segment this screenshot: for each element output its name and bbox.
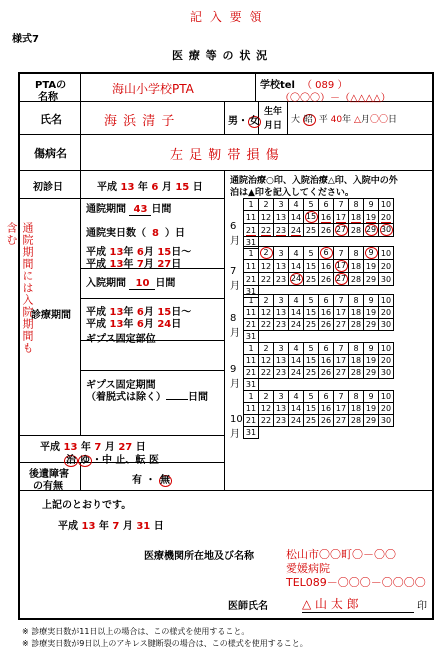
calendar-day: 17: [334, 403, 349, 415]
calendar-day: 19: [364, 355, 379, 367]
calendar-day: 12: [259, 355, 274, 367]
month-8: 8 月: [230, 313, 240, 339]
calendar-day: 27: [334, 319, 349, 331]
calendar-day: 25: [304, 367, 319, 379]
calendar-day: 11: [244, 260, 259, 273]
calendar-day: 5: [304, 295, 319, 307]
calendar-day: 9: [364, 391, 379, 403]
calendar-month-7: [243, 246, 394, 298]
calendar-month-8: [243, 294, 394, 343]
calendar-day: 9: [364, 247, 379, 260]
inpatient-to: 平成 13年 6月 24日: [86, 319, 182, 330]
calendar-day: 4: [289, 295, 304, 307]
calendar-day: 20: [379, 211, 394, 224]
birth-date: 大 昭 平 40年 △月〇〇日: [291, 115, 397, 125]
calendar-day: [364, 427, 379, 439]
calendar-day: 21: [244, 319, 259, 331]
calendar-day: 18: [349, 211, 364, 224]
calendar-day: 24: [289, 319, 304, 331]
first-visit-date: 平成 13 年 6 月 15 日: [97, 182, 203, 193]
form-title: 医 療 等 の 状 況: [172, 49, 269, 62]
calendar-day: 28: [349, 273, 364, 286]
calendar-day: 29: [364, 367, 379, 379]
note-1: ※ 診療実日数が11日以上の場合は、この様式を使用すること。: [22, 627, 250, 636]
calendar-day: 8: [349, 295, 364, 307]
calendar-day: 23: [274, 224, 289, 237]
calendar-day: 28: [349, 415, 364, 427]
hospital-address: 松山市〇〇町〇－〇〇: [286, 548, 396, 561]
calendar-day: 18: [349, 307, 364, 319]
calendar-day: 11: [244, 211, 259, 224]
calendar-day: 6: [319, 391, 334, 403]
calendar-day: 29: [364, 415, 379, 427]
calendar-day: 7: [334, 199, 349, 211]
calendar-day: [379, 427, 394, 439]
pta-label: PTAの: [35, 80, 67, 91]
calendar-day: [334, 427, 349, 439]
calendar-day: 21: [244, 273, 259, 286]
calendar-day: 9: [364, 295, 379, 307]
calendar-day: 21: [244, 224, 259, 237]
calendar-day: 12: [259, 260, 274, 273]
calendar-day: 17: [334, 260, 349, 273]
calendar-day: 20: [379, 260, 394, 273]
inpatient-from: 平成 13年 6月 15日～: [86, 307, 192, 318]
calendar-day: [304, 427, 319, 439]
calendar-day: 12: [259, 403, 274, 415]
calendar-day: 26: [319, 319, 334, 331]
injury-label: 傷病名: [34, 147, 67, 160]
injury-value: 左 足 靭 帯 損 傷: [170, 148, 280, 163]
hospital-name: 愛媛病院: [286, 562, 330, 575]
calendar-day: 2: [259, 247, 274, 260]
calendar-day: 19: [364, 307, 379, 319]
school-tel-code: （ 089 ）: [302, 80, 348, 91]
calendar-day: 8: [349, 199, 364, 211]
calendar-day: 30: [379, 367, 394, 379]
calendar-day: [304, 331, 319, 343]
calendar-day: 22: [259, 415, 274, 427]
calendar-day: 28: [349, 319, 364, 331]
calendar-day: 23: [274, 367, 289, 379]
calendar-day: [379, 379, 394, 391]
certification-date: 平成 13 年 7 月 31 日: [58, 521, 164, 532]
calendar-day: 21: [244, 367, 259, 379]
calendar-day: 5: [304, 391, 319, 403]
calendar-day: 11: [244, 355, 259, 367]
calendar-day: 22: [259, 273, 274, 286]
first-visit-label: 初診日: [33, 182, 63, 193]
side-note: 通院期間には入院期間も含む: [5, 222, 34, 354]
doctor-name: △ 山 太 郎: [302, 595, 414, 613]
calendar-day: 8: [349, 247, 364, 260]
calendar-day: 27: [334, 273, 349, 286]
calendar-day: 17: [334, 211, 349, 224]
calendar-day: 13: [274, 260, 289, 273]
pta-name: 海山小学校PTA: [112, 82, 194, 96]
calendar-day: 27: [334, 224, 349, 237]
month-6: 6 月: [230, 221, 240, 247]
sequela-label-2: の有無: [33, 481, 63, 492]
calendar-day: 10: [379, 295, 394, 307]
month-10: 10 月: [230, 414, 243, 440]
calendar-day: [349, 427, 364, 439]
calendar-day: 13: [274, 403, 289, 415]
calendar-day: 2: [259, 295, 274, 307]
calendar-day: 24: [289, 273, 304, 286]
calendar-day: 17: [334, 355, 349, 367]
calendar-day: [319, 331, 334, 343]
calendar-day: 26: [319, 224, 334, 237]
calendar-day: 14: [289, 355, 304, 367]
calendar-day: 16: [319, 211, 334, 224]
calendar-day: [274, 379, 289, 391]
pta-label-2: 名称: [38, 92, 58, 103]
calendar-day: 3: [274, 199, 289, 211]
calendar-day: 14: [289, 211, 304, 224]
calendar-day: 25: [304, 273, 319, 286]
birth-label-2: 月日: [264, 121, 283, 131]
calendar-day: 8: [349, 391, 364, 403]
calendar-day: [364, 331, 379, 343]
calendar-day: 15: [304, 403, 319, 415]
calendar-day: [334, 331, 349, 343]
form-number: 様式7: [12, 34, 39, 45]
calendar-day: 29: [364, 224, 379, 237]
seal-mark: 印: [417, 601, 427, 612]
calendar-day: 13: [274, 211, 289, 224]
birth-label: 生年: [264, 107, 283, 117]
calendar-day: 1: [244, 295, 259, 307]
calendar-day: 6: [319, 199, 334, 211]
cast-period-note: （着脱式は除く） 日間: [86, 392, 208, 403]
calendar-month-6: [243, 198, 394, 249]
calendar-day: [364, 379, 379, 391]
certification-text: 上記のとおりです。: [42, 500, 132, 511]
calendar-day: 10: [379, 391, 394, 403]
sex-field: 男・女: [228, 116, 259, 127]
instructions-heading: 記 入 要 領: [190, 10, 264, 24]
calendar-day: [259, 379, 274, 391]
school-tel-label: 学校tel: [260, 80, 295, 91]
calendar-day: 12: [259, 211, 274, 224]
calendar-day: 3: [274, 295, 289, 307]
end-date: 平成 13 年 7 月 27 日: [40, 442, 146, 453]
calendar-day: 3: [274, 391, 289, 403]
calendar-day: [289, 379, 304, 391]
calendar-day: [349, 331, 364, 343]
hospital-tel: TEL089－〇〇〇－〇〇〇〇: [286, 576, 426, 589]
calendar-day: 5: [304, 343, 319, 355]
calendar-day: 14: [289, 403, 304, 415]
calendar-day: 16: [319, 260, 334, 273]
calendar-day: 23: [274, 273, 289, 286]
cast-period-label: ギプス固定期間: [86, 380, 156, 391]
calendar-day: 20: [379, 307, 394, 319]
calendar-day: 25: [304, 224, 319, 237]
calendar-day: [304, 379, 319, 391]
calendar-day: [259, 427, 274, 439]
calendar-day: 14: [289, 307, 304, 319]
note-2: ※ 診療実日数が9日以上のアキレス腱断裂の場合は、この様式を使用すること。: [22, 639, 308, 648]
sequela-label: 後遺障害: [29, 469, 69, 480]
calendar-day: 13: [274, 355, 289, 367]
calendar-day: 28: [349, 367, 364, 379]
calendar-day: 28: [349, 224, 364, 237]
calendar-day: 5: [304, 199, 319, 211]
calendar-day: 15: [304, 307, 319, 319]
calendar-day: 31: [244, 331, 259, 343]
calendar-day: 25: [304, 319, 319, 331]
calendar-day: 27: [334, 367, 349, 379]
calendar-day: 22: [259, 224, 274, 237]
doctor-label: 医師氏名: [228, 601, 268, 612]
calendar-day: 22: [259, 319, 274, 331]
calendar-day: 4: [289, 343, 304, 355]
calendar-day: 24: [289, 367, 304, 379]
calendar-day: [379, 331, 394, 343]
calendar-day: 8: [349, 343, 364, 355]
calendar-day: 29: [364, 319, 379, 331]
calendar-day: 19: [364, 403, 379, 415]
calendar-day: 23: [274, 319, 289, 331]
calendar-day: 31: [244, 379, 259, 391]
calendar-day: 24: [289, 415, 304, 427]
calendar-day: 15: [304, 211, 319, 224]
calendar-day: 6: [319, 247, 334, 260]
calendar-day: 10: [379, 199, 394, 211]
calendar-day: 30: [379, 224, 394, 237]
calendar-instructions-2: 泊は▲印を記入してください。: [230, 188, 354, 198]
calendar-day: 15: [304, 260, 319, 273]
calendar-day: [289, 331, 304, 343]
calendar-day: 10: [379, 343, 394, 355]
calendar-day: [274, 331, 289, 343]
calendar-day: 26: [319, 415, 334, 427]
outpatient-to: 平成 13年 7月 27日: [86, 259, 182, 270]
calendar-day: 6: [319, 295, 334, 307]
calendar-day: 7: [334, 295, 349, 307]
school-tel-number: （〇〇〇）－（△△△△）: [280, 93, 391, 104]
inpatient-period: 入院期間 10 日間: [86, 278, 176, 289]
calendar-day: 18: [349, 260, 364, 273]
name-value: 海 浜 清 子: [104, 114, 176, 129]
calendar-day: 23: [274, 415, 289, 427]
calendar-day: 17: [334, 307, 349, 319]
calendar-day: 13: [274, 307, 289, 319]
calendar-day: 7: [334, 247, 349, 260]
calendar-instructions: 通院治療○印、入院治療△印、入院中の外: [230, 176, 398, 186]
calendar-day: 9: [364, 199, 379, 211]
calendar-day: 4: [289, 391, 304, 403]
calendar-day: 19: [364, 260, 379, 273]
calendar-day: 11: [244, 307, 259, 319]
calendar-day: [319, 379, 334, 391]
calendar-day: 1: [244, 391, 259, 403]
sequela-options: 有 ・ 無: [132, 475, 170, 486]
outpatient-days: 通院実日数（ 8 ）日: [86, 228, 185, 239]
calendar-day: 4: [289, 199, 304, 211]
name-label: 氏名: [40, 113, 62, 126]
calendar-day: 20: [379, 403, 394, 415]
month-9: 9 月: [230, 364, 240, 390]
hospital-label: 医療機関所在地及び名称: [144, 551, 254, 562]
calendar-day: 30: [379, 415, 394, 427]
calendar-day: 18: [349, 355, 364, 367]
calendar-day: 1: [244, 199, 259, 211]
calendar-day: 2: [259, 199, 274, 211]
calendar-day: 30: [379, 319, 394, 331]
calendar-day: 2: [259, 391, 274, 403]
calendar-day: 31: [244, 427, 259, 439]
calendar-day: 16: [319, 355, 334, 367]
calendar-day: 6: [319, 343, 334, 355]
calendar-day: 11: [244, 403, 259, 415]
period-label: 診療期間: [31, 310, 71, 321]
calendar-day: 19: [364, 211, 379, 224]
calendar-day: 5: [304, 247, 319, 260]
calendar-day: 24: [289, 224, 304, 237]
calendar-day: 1: [244, 247, 259, 260]
outpatient-from: 平成 13年 6月 15日～: [86, 247, 192, 258]
calendar-day: 26: [319, 273, 334, 286]
calendar-day: 16: [319, 403, 334, 415]
calendar-day: [289, 427, 304, 439]
calendar-day: [334, 379, 349, 391]
calendar-month-10: [243, 390, 394, 439]
calendar-day: 30: [379, 273, 394, 286]
outpatient-period: 通院期間 43 日間: [86, 204, 172, 215]
calendar-day: 15: [304, 355, 319, 367]
calendar-day: 20: [379, 355, 394, 367]
calendar-day: [349, 379, 364, 391]
calendar-day: 27: [334, 415, 349, 427]
calendar-day: 3: [274, 247, 289, 260]
calendar-day: 14: [289, 260, 304, 273]
calendar-day: 25: [304, 415, 319, 427]
calendar-day: 12: [259, 307, 274, 319]
calendar-day: 21: [244, 415, 259, 427]
calendar-day: 16: [319, 307, 334, 319]
sex-selected-female: 女: [249, 116, 259, 127]
calendar-day: 4: [289, 247, 304, 260]
calendar-day: 31: [244, 237, 259, 249]
calendar-day: 3: [274, 343, 289, 355]
calendar-day: 10: [379, 247, 394, 260]
calendar-day: 2: [259, 343, 274, 355]
calendar-day: 1: [244, 343, 259, 355]
calendar-day: 29: [364, 273, 379, 286]
calendar-day: 7: [334, 343, 349, 355]
calendar-day: 7: [334, 391, 349, 403]
calendar-day: 9: [364, 343, 379, 355]
calendar-day: 22: [259, 367, 274, 379]
end-status: 治 ゆ ・中 止、転 医: [66, 455, 159, 466]
calendar-day: [274, 427, 289, 439]
calendar-month-9: [243, 342, 394, 391]
month-7: 7 月: [230, 266, 240, 292]
calendar-day: 31: [244, 286, 259, 298]
calendar-day: [259, 331, 274, 343]
cast-site-label: ギプス固定部位: [86, 334, 156, 345]
calendar-day: 18: [349, 403, 364, 415]
calendar-day: [319, 427, 334, 439]
calendar-day: 26: [319, 367, 334, 379]
